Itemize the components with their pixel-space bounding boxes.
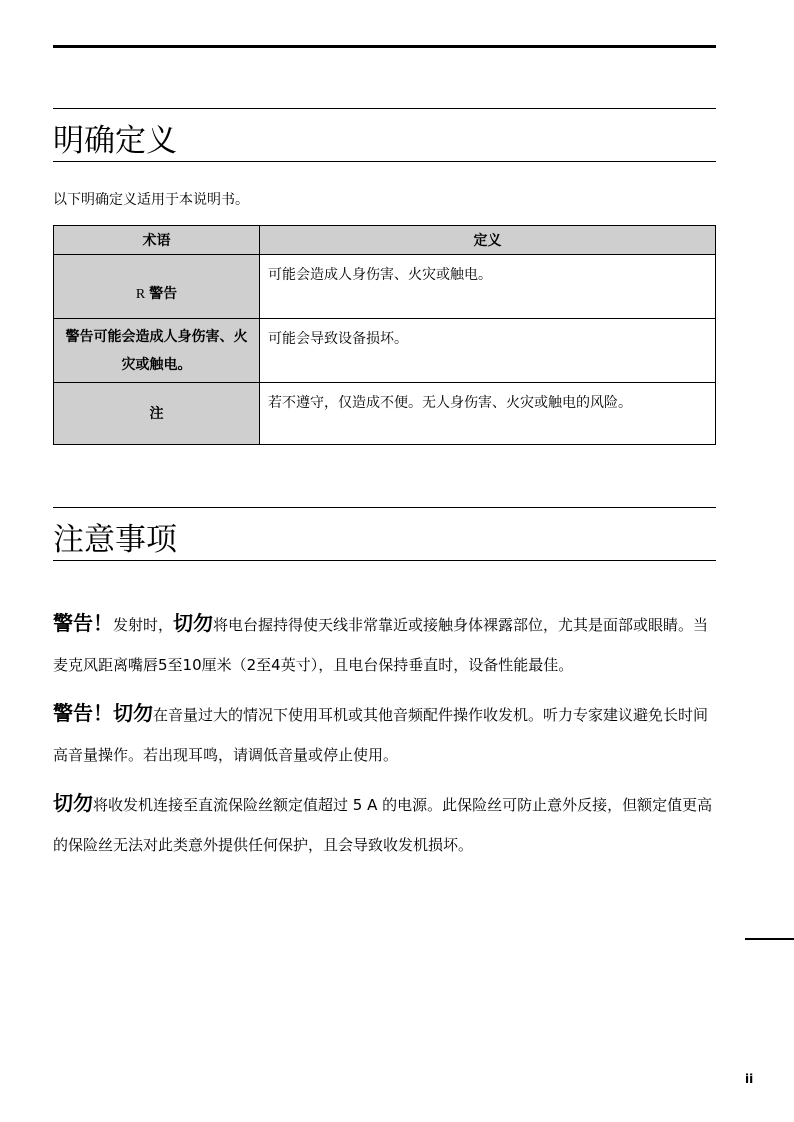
caution-emph: 切勿 <box>113 701 153 725</box>
paragraph-text: 将电台握持得使天线非常靠近或接触身体裸露部位，尤其是面部或眼睛。当麦克风距离嘴唇5至10厘米（2至4英寸），且电台保持垂直时，设备性能最佳。 <box>53 616 709 674</box>
term-cell: 警告可能会造成人身伤害、火灾或触电。 <box>54 319 260 383</box>
term-cell: 注 <box>54 383 260 445</box>
table-header-row <box>54 226 716 255</box>
section-title-definitions: 明确定义 <box>53 123 177 159</box>
paragraph-text: 发射时， <box>113 616 174 634</box>
caution-emph: 切勿 <box>173 611 214 635</box>
warning-lead: 警告！ <box>53 611 113 635</box>
section-definitions <box>53 108 716 162</box>
warning-r-icon: R <box>135 287 146 302</box>
page-edge-mark <box>745 938 794 940</box>
precaution-paragraph <box>53 783 718 865</box>
section-bottom-rule <box>53 161 716 162</box>
definition-cell: 若不遵守，仅造成不便。无人身伤害、火灾或触电的风险。 <box>260 383 716 445</box>
section-top-rule <box>53 108 716 109</box>
header-definition: 定义 <box>260 226 716 255</box>
term-cell <box>54 255 260 319</box>
definitions-table <box>53 225 716 445</box>
table-row <box>54 255 716 319</box>
page-number: ii <box>745 1072 754 1086</box>
table-row <box>54 383 716 445</box>
header-rule <box>53 45 716 48</box>
paragraph-text: 在音量过大的情况下使用耳机或其他音频配件操作收发机。听力专家建议避免长时间高音量操作。若出现耳鸣，请调低音量或停止使用。 <box>53 706 709 764</box>
warning-lead: 警告！ <box>53 701 113 725</box>
term-label: 警告 <box>149 286 178 302</box>
definition-cell: 可能会导致设备损坏。 <box>260 319 716 383</box>
definition-cell: 可能会造成人身伤害、火灾或触电。 <box>260 255 716 319</box>
definitions-intro: 以下明确定义适用于本说明书。 <box>53 192 249 208</box>
section-title-precautions: 注意事项 <box>53 522 177 558</box>
precaution-paragraph <box>53 603 718 685</box>
section-bottom-rule <box>53 560 716 561</box>
table-row <box>54 319 716 383</box>
paragraph-text: 将收发机连接至直流保险丝额定值超过 5 A 的电源。此保险丝可防止意外反接，但额定值更高的保险丝无法对此类意外提供任何保护，且会导致收发机损坏。 <box>53 796 713 854</box>
caution-emph: 切勿 <box>53 791 93 815</box>
section-precautions <box>53 507 716 561</box>
section-top-rule <box>53 507 716 508</box>
precaution-paragraph <box>53 693 718 775</box>
header-term: 术语 <box>54 226 260 255</box>
